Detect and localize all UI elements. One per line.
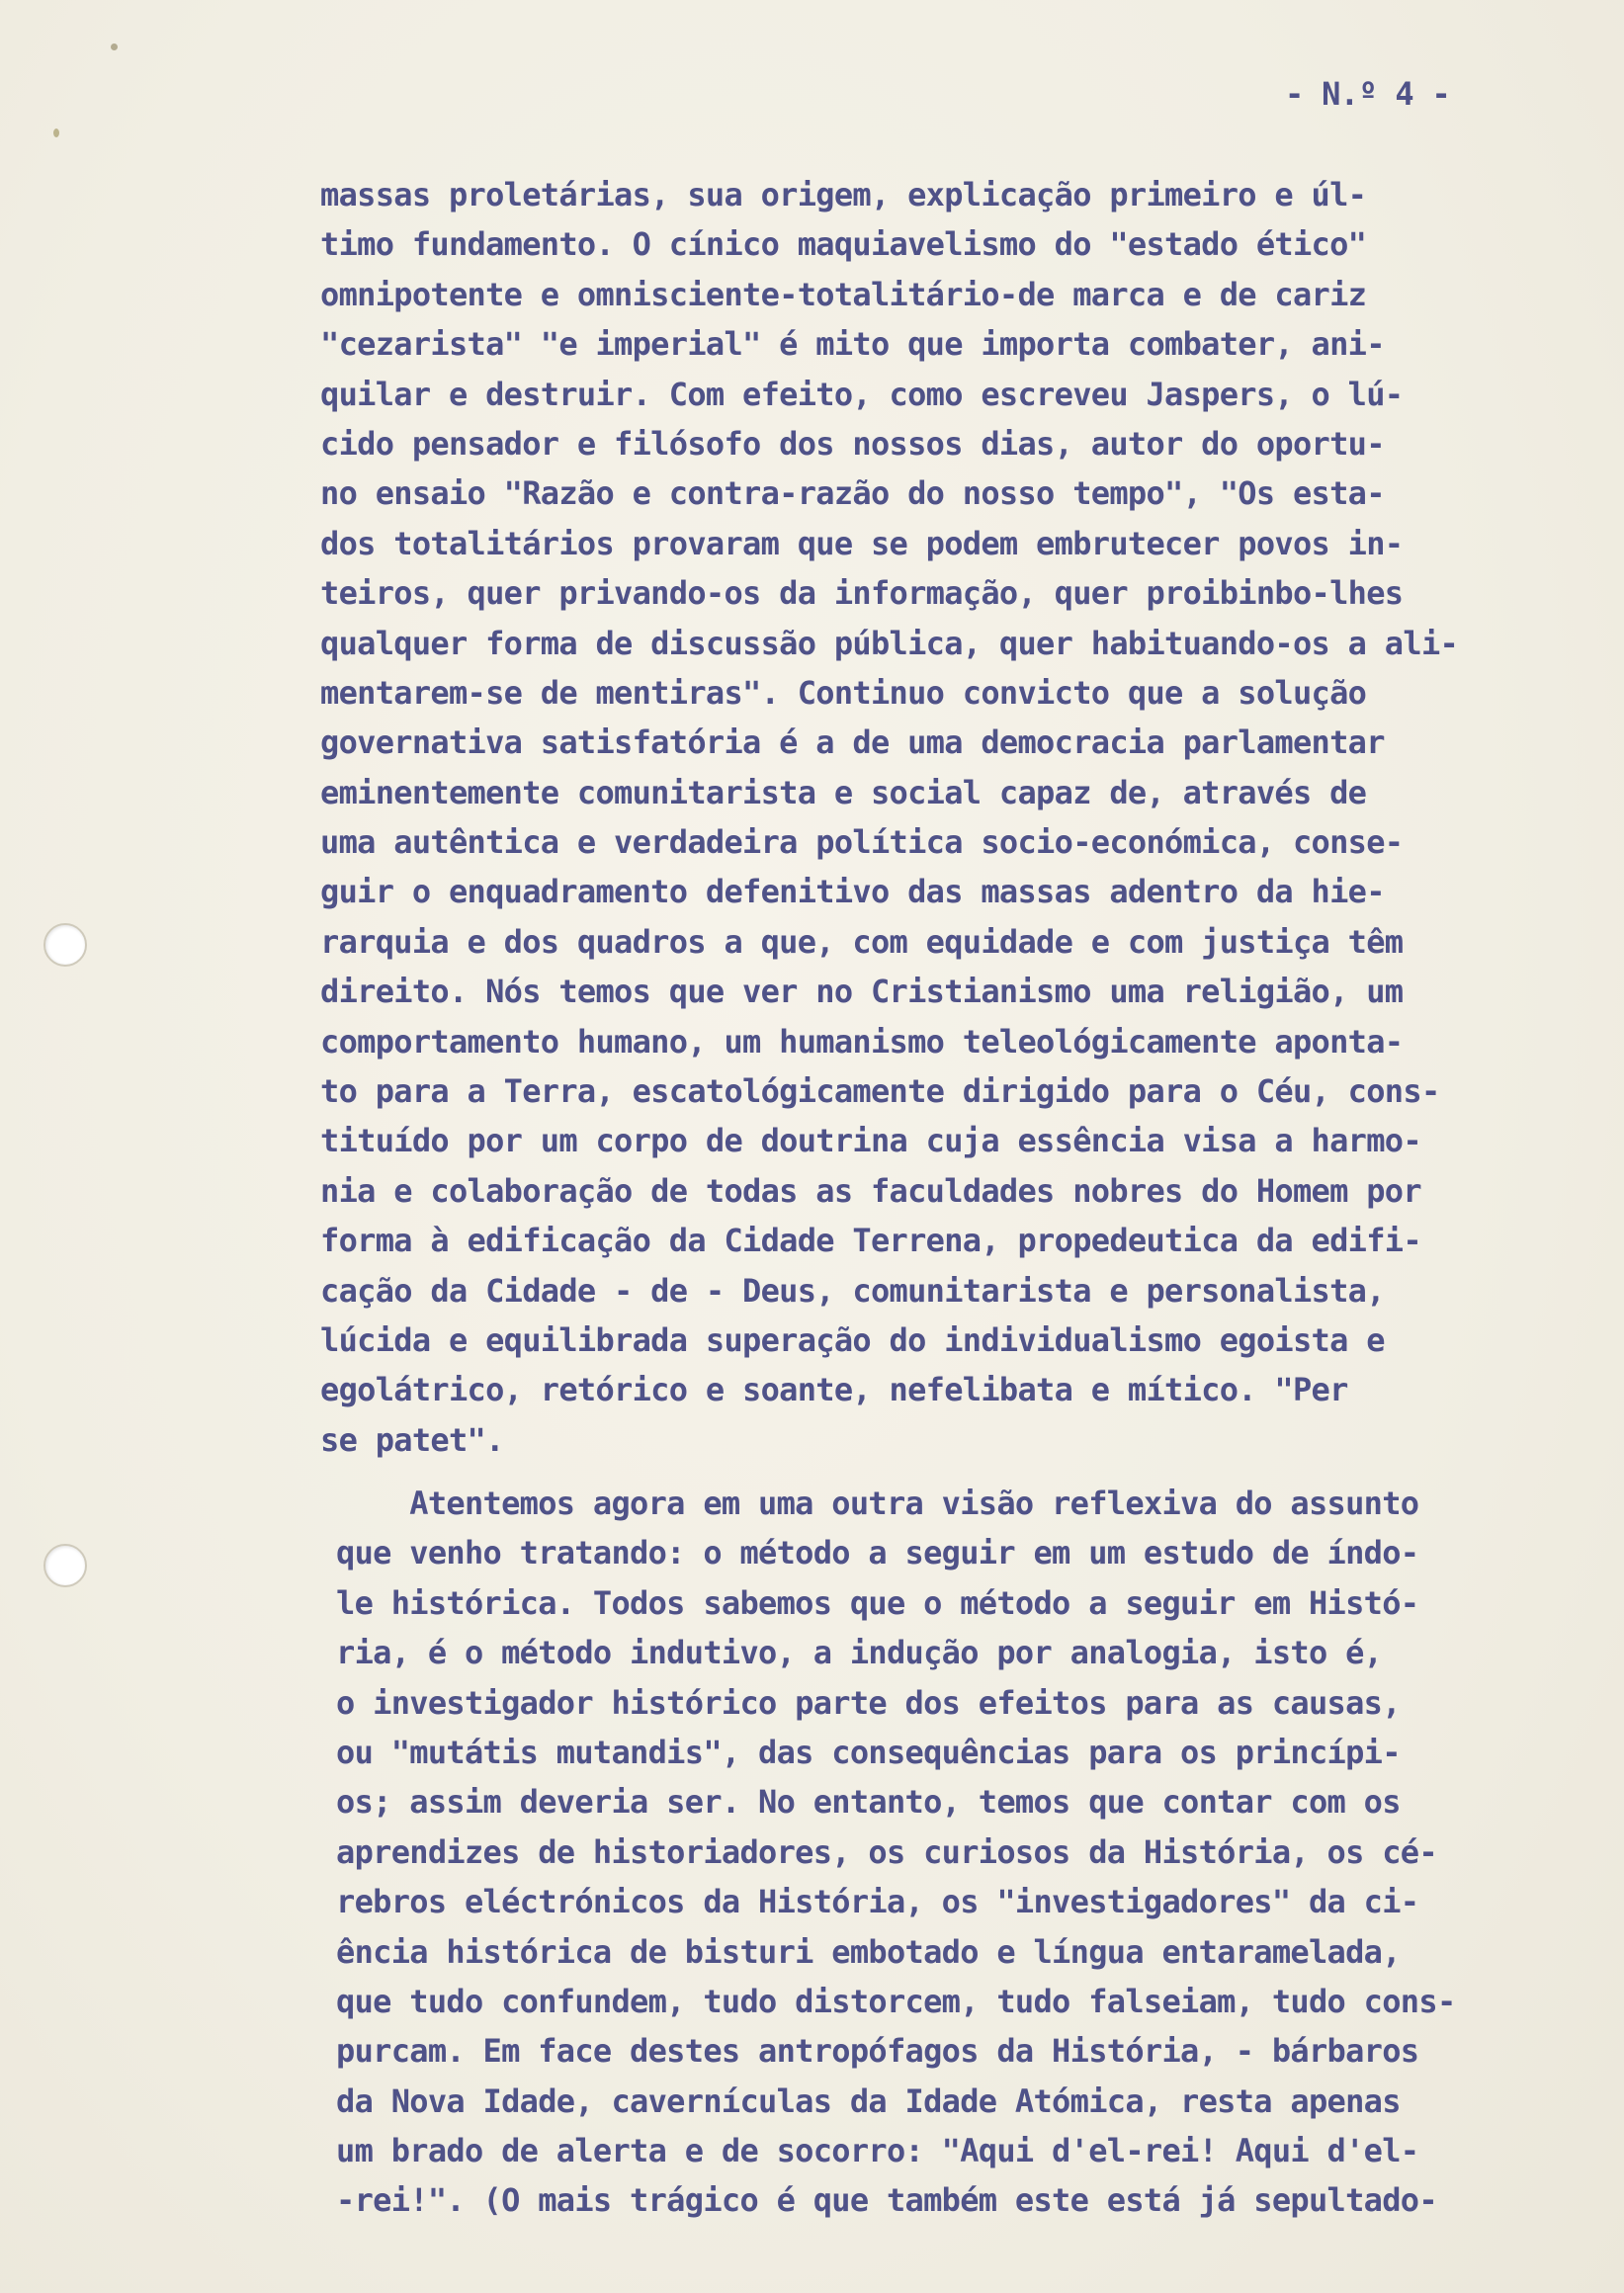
paper-speck bbox=[111, 43, 118, 50]
text-line: "cezarista" "e imperial" é mito que importa combater, ani- bbox=[320, 325, 1385, 364]
text-line: comportamento humano, um humanismo teleológicamente aponta- bbox=[320, 1022, 1404, 1061]
text-line: se patet". bbox=[320, 1420, 504, 1459]
text-line: teiros, quer privando-os da informação, quer proibinbo-lhes bbox=[320, 574, 1404, 613]
text-line: ou "mutátis mutandis", das consequências para os princípi- bbox=[336, 1733, 1401, 1771]
text-line: um brado de alerta e de socorro: "Aqui d'el-rei! Aqui d'el- bbox=[336, 2132, 1419, 2170]
text-line: -rei!". (O mais trágico é que também este está já sepultado- bbox=[336, 2181, 1437, 2220]
text-line: ência histórica de bisturi embotado e língua entaramelada, bbox=[336, 1932, 1401, 1971]
text-line: no ensaio "Razão e contra-razão do nosso tempo", "Os esta- bbox=[320, 474, 1385, 513]
text-line: forma à edificação da Cidade Terrena, propedeutica da edifi- bbox=[320, 1222, 1421, 1260]
text-line: tituído por um corpo de doutrina cuja essência visa a harmo- bbox=[320, 1122, 1421, 1160]
text-line: que tudo confundem, tudo distorcem, tudo falseiam, tudo cons- bbox=[336, 1982, 1456, 2020]
text-line: guir o enquadramento defenitivo das massas adentro da hie- bbox=[320, 873, 1385, 911]
text-line: dos totalitários provaram que se podem embrutecer povos in- bbox=[320, 524, 1404, 562]
text-line: o investigador histórico parte dos efeitos para as causas, bbox=[336, 1683, 1401, 1722]
text-line: uma autêntica e verdadeira política socio-económica, conse- bbox=[320, 823, 1404, 862]
punch-hole bbox=[43, 1544, 87, 1587]
text-line: rebros eléctrónicos da História, os "investigadores" da ci- bbox=[336, 1883, 1419, 1921]
text-line: eminentemente comunitarista e social capaz de, através de bbox=[320, 773, 1367, 811]
text-line: le histórica. Todos sabemos que o método a seguir em Histó- bbox=[336, 1583, 1419, 1622]
text-line: rarquia e dos quadros a que, com equidade e com justiça têm bbox=[320, 922, 1404, 961]
text-line: omnipotente e omnisciente-totalitário-de marca e de cariz bbox=[320, 275, 1367, 313]
text-line: qualquer forma de discussão pública, quer habituando-os a ali- bbox=[320, 624, 1459, 662]
text-line: timo fundamento. O cínico maquiavelismo do "estado ético" bbox=[320, 225, 1367, 264]
text-line: ria, é o método indutivo, a indução por analogia, isto é, bbox=[336, 1634, 1383, 1672]
text-line: mentarem-se de mentiras". Continuo convicto que a solução bbox=[320, 673, 1367, 712]
text-line: governativa satisfatória é a de uma democracia parlamentar bbox=[320, 723, 1385, 762]
text-line: cido pensador e filósofo dos nossos dias, autor do oportu- bbox=[320, 424, 1385, 463]
text-line: quilar e destruir. Com efeito, como escreveu Jaspers, o lú- bbox=[320, 375, 1404, 413]
text-line: cação da Cidade - de - Deus, comunitarista e personalista, bbox=[320, 1271, 1385, 1310]
paragraph-1 bbox=[320, 170, 1458, 1465]
text-line: direito. Nós temos que ver no Cristianismo uma religião, um bbox=[320, 973, 1404, 1011]
text-line: aprendizes de historiadores, os curiosos da História, os cé- bbox=[336, 1832, 1437, 1871]
text-line: os; assim deveria ser. No entanto, temos que contar com os bbox=[336, 1783, 1401, 1822]
paragraph-2 bbox=[336, 1479, 1456, 2226]
text-line: egolátrico, retórico e soante, nefelibata e mítico. "Per bbox=[320, 1371, 1348, 1409]
text-line: que venho tratando: o método a seguir em um estudo de índo- bbox=[336, 1534, 1419, 1572]
text-line: Atentemos agora em uma outra visão reflexiva do assunto bbox=[336, 1485, 1419, 1522]
paper-speck bbox=[53, 128, 59, 137]
text-line: to para a Terra, escatológicamente dirigido para o Céu, cons- bbox=[320, 1072, 1440, 1111]
text-line: massas proletárias, sua origem, explicação primeiro e úl- bbox=[320, 176, 1367, 213]
page-number: - N.º 4 - bbox=[1285, 75, 1451, 113]
punch-hole bbox=[43, 923, 87, 967]
text-line: purcam. Em face destes antropófagos da História, - bárbaros bbox=[336, 2032, 1419, 2071]
text-line: da Nova Idade, cavernículas da Idade Atómica, resta apenas bbox=[336, 2081, 1401, 2120]
text-line: lúcida e equilibrada superação do individualismo egoista e bbox=[320, 1320, 1385, 1359]
text-line: nia e colaboração de todas as faculdades nobres do Homem por bbox=[320, 1171, 1421, 1210]
